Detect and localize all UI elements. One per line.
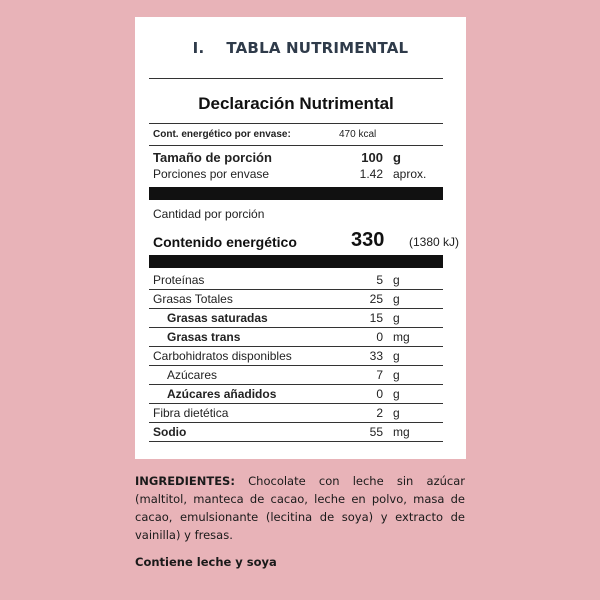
nutrient-label: Fibra dietética: [153, 406, 229, 420]
thick-divider: [149, 255, 443, 268]
title-divider: [149, 123, 443, 124]
nutrient-unit: g: [393, 368, 400, 382]
nutrient-unit: mg: [393, 330, 410, 344]
ingredients-body: Chocolate con leche sin azúcar (maltitol, manteca de cacao, leche en polvo, masa de cacao, emulsionante (lecitina de soya) y extracto de vainilla) y fresas.: [135, 474, 465, 542]
energy-per-package-row: [153, 127, 443, 145]
nutrient-row: [153, 385, 443, 403]
nutrition-card: [135, 17, 466, 459]
serving-size-row: [153, 148, 443, 166]
divider: [149, 145, 443, 146]
nutrient-divider: [149, 441, 443, 442]
nutrient-row: [153, 423, 443, 441]
section-title-text: TABLA NUTRIMENTAL: [226, 39, 409, 57]
energy-row: [153, 229, 460, 255]
servings-value: 1.42: [359, 167, 383, 181]
nutrient-value: 15: [369, 311, 383, 325]
nutrient-row: [153, 309, 443, 327]
nutrient-unit: g: [393, 311, 400, 325]
nutrient-row: [153, 290, 443, 308]
thick-divider: [149, 187, 443, 200]
nutrient-row: [153, 404, 443, 422]
nutrient-row: [153, 271, 443, 289]
nutrient-row: [153, 328, 443, 346]
top-divider: [149, 78, 443, 79]
nutrient-value: 33: [369, 349, 383, 363]
nutrient-label: Azúcares añadidos: [167, 387, 277, 401]
nutrient-value: 0: [376, 387, 383, 401]
per-serving-row: [153, 205, 443, 223]
section-title: [135, 39, 466, 57]
nutrient-unit: g: [393, 406, 400, 420]
allergen-statement: Contiene leche y soya: [135, 555, 277, 569]
energy-per-package-value: 470 kcal: [339, 129, 377, 140]
servings-unit: aprox.: [393, 167, 427, 181]
ingredients-text: [135, 472, 465, 544]
nutrient-unit: g: [393, 349, 400, 363]
nutrient-unit: g: [393, 387, 400, 401]
nutrient-unit: g: [393, 292, 400, 306]
energy-label: Contenido energético: [153, 234, 297, 250]
serving-size-value: 100: [361, 150, 383, 165]
ingredients-label: INGREDIENTES:: [135, 474, 235, 488]
nutrient-label: Grasas saturadas: [167, 311, 268, 325]
serving-size-unit: g: [393, 150, 401, 165]
nutrient-label: Proteínas: [153, 273, 205, 287]
nutrient-label: Grasas Totales: [153, 292, 233, 306]
nutrient-row: [153, 347, 443, 365]
nutrient-value: 5: [376, 273, 383, 287]
nutrient-value: 25: [369, 292, 383, 306]
section-number: I.: [192, 39, 205, 57]
energy-per-package-label: Cont. energético por envase:: [153, 129, 291, 140]
energy-kj: (1380 kJ): [409, 235, 460, 249]
nutrient-label: Carbohidratos disponibles: [153, 349, 292, 363]
per-serving-label: Cantidad por porción: [153, 207, 265, 221]
nutrient-value: 2: [376, 406, 383, 420]
serving-size-label: Tamaño de porción: [153, 150, 272, 165]
table-title: Declaración Nutrimental: [198, 94, 394, 113]
servings-row: [153, 165, 443, 183]
nutrient-unit: mg: [393, 425, 410, 439]
nutrient-unit: g: [393, 273, 400, 287]
nutrient-label: Azúcares: [167, 368, 218, 382]
nutrient-value: 0: [376, 330, 383, 344]
servings-label: Porciones por envase: [153, 167, 270, 181]
nutrient-value: 7: [376, 368, 383, 382]
nutrient-label: Sodio: [153, 425, 187, 439]
energy-value: 330: [351, 229, 385, 251]
nutrient-value: 55: [369, 425, 383, 439]
nutrient-label: Grasas trans: [167, 330, 241, 344]
nutrient-row: [153, 366, 443, 384]
